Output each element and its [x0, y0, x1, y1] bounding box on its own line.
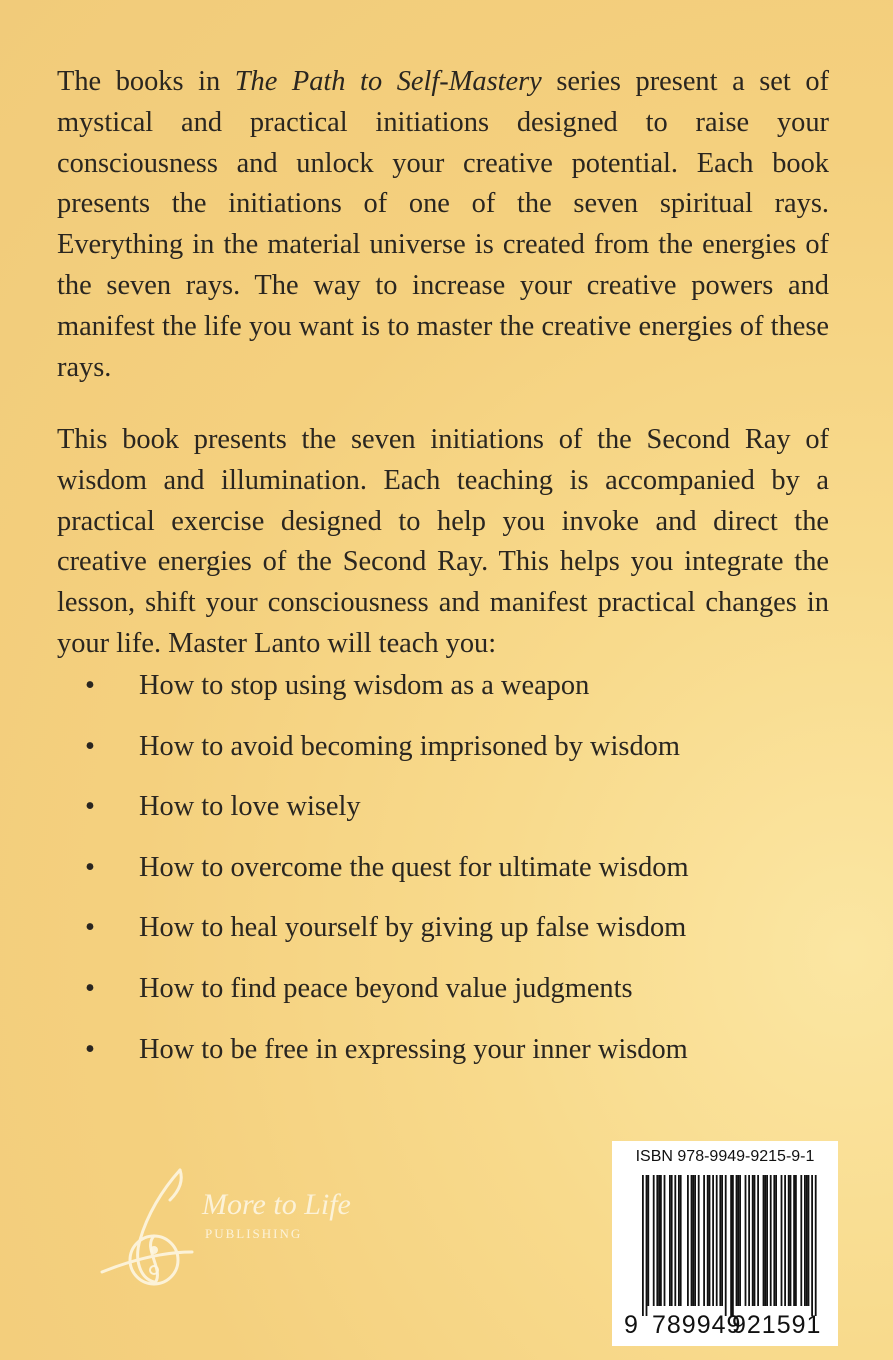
barcode-bar [671, 1175, 673, 1306]
barcode-bar [808, 1175, 810, 1306]
barcode-bar [736, 1175, 738, 1306]
barcode-bar [721, 1175, 723, 1306]
barcode-bar [815, 1175, 817, 1316]
series-description [57, 62, 829, 388]
barcode-bar [764, 1175, 766, 1306]
barcode-bar [730, 1175, 732, 1316]
barcode-bar [719, 1175, 721, 1306]
barcode-bar [788, 1175, 790, 1306]
list-item-text: How to find peace beyond value judgments [139, 972, 633, 1004]
barcode-bar [766, 1175, 768, 1306]
barcode-bar [732, 1175, 734, 1316]
description-body: series present a set of mystical and practical initiations designed to raise your consciousness and unlock your creative potential. Each book presents the initiations of one of the seven spiritual rays. Everything in the material universe is created from the energies of the seven rays. The way to increase your creative powers and manifest the life you want is to master the creative energies of these rays. [57, 66, 829, 383]
barcode-bar [795, 1175, 797, 1306]
bullet-icon: • [85, 670, 95, 701]
barcode-bar [660, 1175, 662, 1306]
barcode-bar [716, 1175, 718, 1306]
barcode-bar [739, 1175, 741, 1306]
description-intro: The books in [57, 66, 235, 97]
barcode-digits-right: 921591 [732, 1311, 822, 1339]
book-description: This book presents the seven initiations of the Second Ray of wisdom and illumination. Each teaching is accompanied by a practical exercise designed to help you invoke and direct the creative energies of the Second Ray. This helps you integrate the lesson, shift your consciousness and manifest practical changes in your life. Master Lanto will teach you: [57, 424, 829, 659]
barcode-bar [646, 1175, 648, 1316]
list-item-text: How to heal yourself by giving up false wisdom [139, 912, 687, 944]
barcode-bar [664, 1175, 666, 1306]
barcode-digit-first: 9 [624, 1311, 639, 1339]
publisher-name: More to Life [202, 1188, 351, 1221]
list-item-text: How to avoid becoming imprisoned by wisdom [139, 730, 680, 762]
barcode-bar [669, 1175, 671, 1306]
isbn-label: ISBN 978-9949-9215-9-1 [635, 1148, 815, 1165]
barcode-bar [658, 1175, 660, 1306]
barcode-bar [691, 1175, 693, 1306]
bullet-icon: • [85, 791, 95, 823]
list-item-text: How to stop using wisdom as a weapon [139, 670, 590, 701]
barcode-bar [647, 1175, 649, 1306]
barcode-bar [804, 1175, 806, 1306]
bullet-icon: • [85, 912, 95, 944]
isbn-barcode [612, 1141, 838, 1346]
barcode-bar [790, 1175, 792, 1306]
barcode-bar [770, 1175, 772, 1306]
barcode-bar [712, 1175, 714, 1306]
barcode-bar [674, 1175, 676, 1306]
barcode-bar [694, 1175, 696, 1306]
publisher-subtitle: PUBLISHING [205, 1226, 303, 1241]
barcode-bar [811, 1175, 813, 1316]
barcode-bar [784, 1175, 786, 1306]
barcode-bar [642, 1175, 644, 1316]
publisher-logo [92, 1160, 422, 1300]
barcode-bar [703, 1175, 705, 1306]
barcode-bar [793, 1175, 795, 1306]
barcode-bar [752, 1175, 754, 1306]
barcode-bar [680, 1175, 682, 1306]
barcode-bar [678, 1175, 680, 1306]
barcode-bar [781, 1175, 783, 1306]
barcode-bar [773, 1175, 775, 1306]
barcode-bar [709, 1175, 711, 1306]
barcode-bar [725, 1175, 727, 1316]
barcode-bar [707, 1175, 709, 1306]
bullet-icon: • [85, 972, 95, 1004]
list-item-text: How to overcome the quest for ultimate wisdom [139, 851, 689, 883]
barcode-bar [745, 1175, 747, 1306]
bullet-icon: • [85, 851, 95, 883]
bullet-icon: • [85, 1033, 95, 1065]
series-title: The Path to Self-Mastery [234, 66, 542, 97]
barcode-bar [653, 1175, 655, 1306]
barcode-bar [806, 1175, 808, 1306]
barcode-bar [687, 1175, 689, 1306]
barcode-bar [698, 1175, 700, 1306]
barcode-bar [737, 1175, 739, 1306]
barcode-bar [656, 1175, 658, 1306]
list-item-text: How to be free in expressing your inner wisdom [139, 1033, 688, 1065]
barcode-digits-left: 789949 [652, 1311, 742, 1339]
barcode-bar [800, 1175, 802, 1306]
barcode-bar [775, 1175, 777, 1306]
barcode-bar [748, 1175, 750, 1306]
bullet-icon: • [85, 730, 95, 762]
barcode-bar [757, 1175, 759, 1306]
barcode-bar [754, 1175, 756, 1306]
barcode-bar [763, 1175, 765, 1306]
barcode-bar [692, 1175, 694, 1306]
list-item-text: How to love wisely [139, 791, 361, 823]
